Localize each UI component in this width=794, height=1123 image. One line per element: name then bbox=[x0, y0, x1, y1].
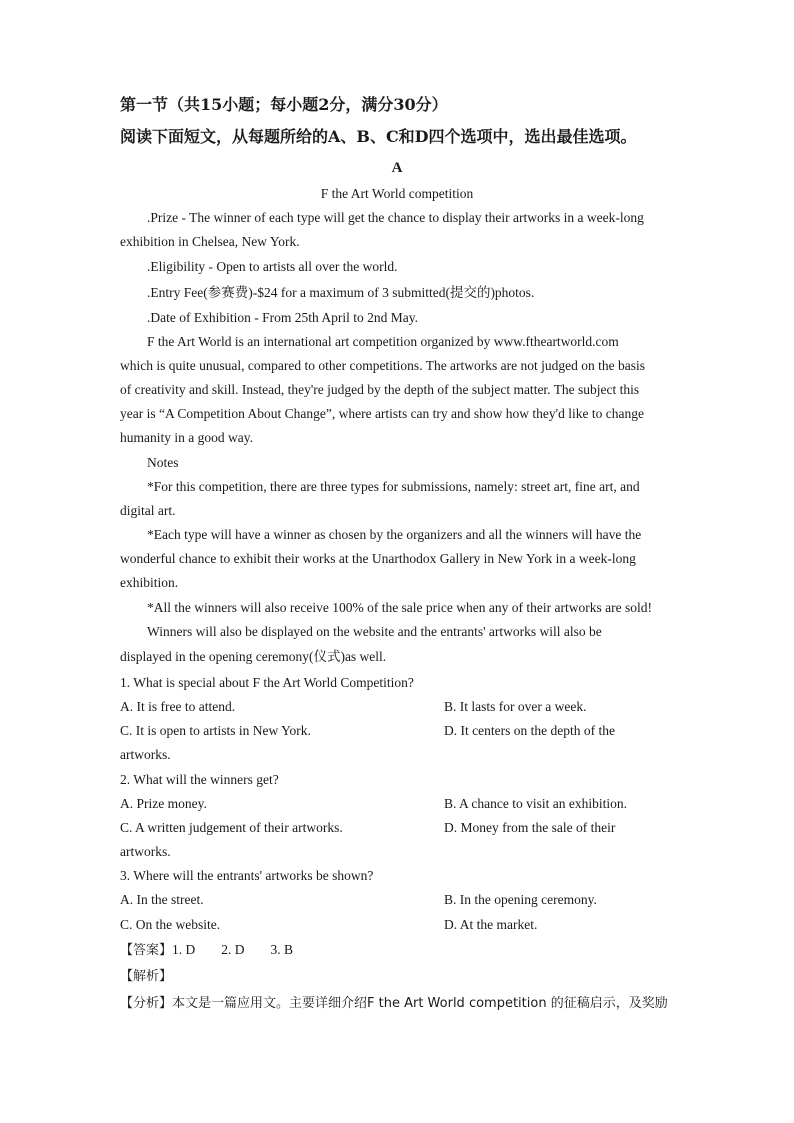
passage-letter: A bbox=[391, 160, 403, 176]
passage-line: Winners will also be displayed on the website and the entrants' artworks will also be bbox=[147, 624, 602, 639]
option-a: A. Prize money. bbox=[120, 796, 207, 811]
question-stem: 1. What is special about F the Art World Competition? bbox=[120, 675, 414, 690]
passage-line: .Prize - The winner of each type will get the chance to display their artworks in a week-long bbox=[147, 210, 644, 225]
answer-item: 2. D bbox=[221, 942, 245, 957]
passage-line: exhibition in Chelsea, New York. bbox=[120, 234, 300, 249]
notes-heading: Notes bbox=[147, 455, 179, 470]
option-wrap: artworks. bbox=[120, 844, 171, 859]
passage-line: displayed in the opening ceremony(仪式)as well. bbox=[120, 649, 387, 664]
question-stem: 3. Where will the entrants' artworks be shown? bbox=[120, 868, 374, 883]
answer-label: 【答案】 bbox=[120, 943, 173, 958]
passage-line: *Each type will have a winner as chosen by the organizers and all the winners will have the bbox=[147, 527, 642, 542]
passage-line: .Eligibility - Open to artists all over the world. bbox=[147, 259, 398, 274]
option-b: B. A chance to visit an exhibition. bbox=[444, 796, 627, 811]
passage-line: F the Art World is an international art competition organized by www.ftheartworld.com bbox=[147, 334, 619, 349]
option-b: B. It lasts for over a week. bbox=[444, 699, 587, 714]
option-a: A. It is free to attend. bbox=[120, 699, 236, 714]
fenxi-label: 【分析】 bbox=[120, 996, 173, 1011]
passage-line: digital art. bbox=[120, 503, 176, 518]
answer-item: 3. B bbox=[270, 942, 294, 957]
passage-line: *For this competition, there are three types for submissions, namely: street art, fine art, and bbox=[147, 479, 640, 494]
fenxi-text: 本文是一篇应用文。主要详细介绍F the Art World competition 的征稿启示，及奖励 bbox=[172, 996, 668, 1011]
answer-item: 1. D bbox=[172, 942, 196, 957]
passage-line: year is “A Competition About Change”, where artists can try and show how they'd like to change bbox=[120, 406, 644, 421]
option-d: D. It centers on the depth of the bbox=[444, 723, 615, 738]
passage-line: exhibition. bbox=[120, 575, 179, 590]
option-wrap: artworks. bbox=[120, 747, 171, 762]
passage-line: of creativity and skill. Instead, they're judged by the depth of the subject matter. The subject this bbox=[120, 382, 640, 397]
passage-line: *All the winners will also receive 100% of the sale price when any of their artworks are sold! bbox=[147, 600, 652, 615]
analysis-label: 【解析】 bbox=[120, 969, 173, 984]
fenxi-line bbox=[120, 994, 680, 1014]
passage-line: humanity in a good way. bbox=[120, 430, 253, 445]
answer-line bbox=[120, 940, 680, 961]
option-d: D. Money from the sale of their bbox=[444, 820, 616, 835]
passage-line: .Date of Exhibition - From 25th April to 2nd May. bbox=[147, 310, 418, 325]
option-c: C. It is open to artists in New York. bbox=[120, 723, 311, 738]
option-a: A. In the street. bbox=[120, 892, 204, 907]
passage-line: wonderful chance to exhibit their works at the Unarthodox Gallery in New York in a week-long bbox=[120, 551, 636, 566]
option-d: D. At the market. bbox=[444, 917, 538, 932]
question-stem: 2. What will the winners get? bbox=[120, 772, 279, 787]
option-c: C. A written judgement of their artworks. bbox=[120, 820, 343, 835]
passage-title: F the Art World competition bbox=[320, 186, 474, 201]
passage-line: .Entry Fee(参赛费)-$24 for a maximum of 3 submitted(提交的)photos. bbox=[147, 285, 535, 300]
option-c: C. On the website. bbox=[120, 917, 221, 932]
option-b: B. In the opening ceremony. bbox=[444, 892, 597, 907]
section-title: 第一节（共15小题；每小题2分，满分30分） bbox=[120, 95, 448, 114]
passage-line: which is quite unusual, compared to other competitions. The artworks are not judged on the basis bbox=[120, 358, 646, 373]
section-instruction: 阅读下面短文，从每题所给的A、B、C和D四个选项中，选出最佳选项。 bbox=[120, 127, 637, 146]
